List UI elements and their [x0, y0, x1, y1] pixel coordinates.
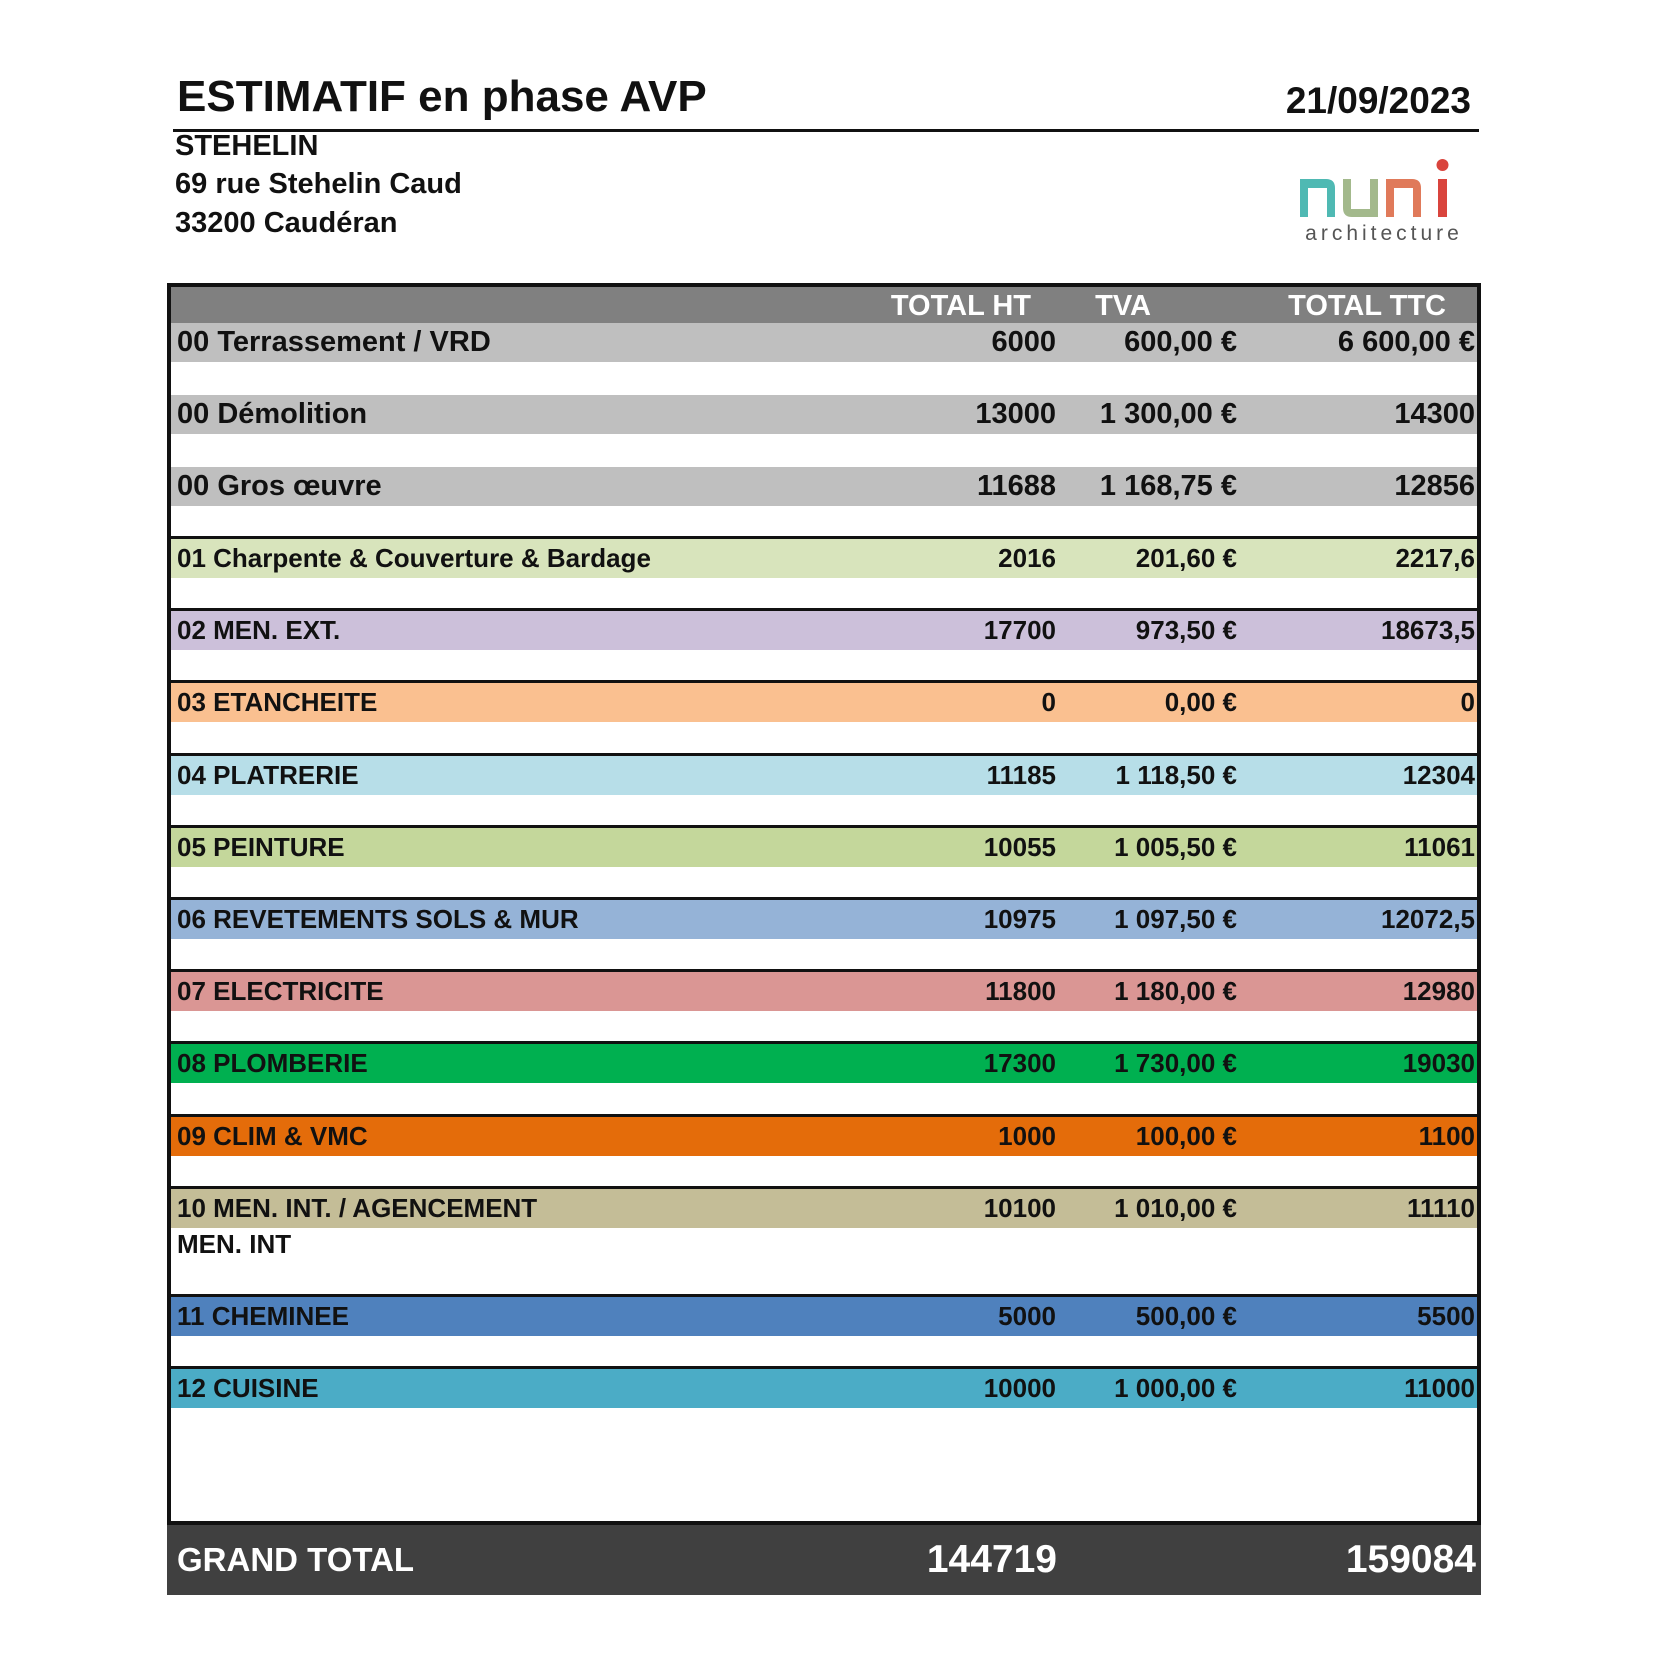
lot-tva: 201,60 € [1135, 543, 1237, 573]
column-header-total-ht: TOTAL HT [890, 290, 1031, 322]
lot-tva: 1 005,50 € [1114, 832, 1237, 862]
logo-tagline: architecture [1305, 222, 1463, 245]
lot-row [171, 753, 1477, 795]
lot-total-ttc: 0 [1460, 687, 1475, 717]
logo-letter-n [1386, 179, 1421, 217]
lot-total-ht: 5000 [998, 1301, 1056, 1331]
lot-label: 07 ELECTRICITE [177, 976, 384, 1006]
lot-total-ttc: 5500 [1417, 1301, 1475, 1331]
lot-tva: 0,00 € [1164, 687, 1237, 717]
lot-total-ttc: 19030 [1402, 1048, 1475, 1078]
lot-total-ttc: 2217,6 [1395, 543, 1475, 573]
logo-letter-i [1438, 179, 1447, 217]
lot-row [171, 969, 1477, 1011]
lot-total-ttc: 12980 [1402, 976, 1475, 1006]
column-header-total-ttc: TOTAL TTC [1288, 290, 1446, 322]
lot-label: 11 CHEMINEE [177, 1301, 349, 1331]
lot-row [171, 1186, 1477, 1228]
column-header-row [171, 287, 1477, 326]
lot-row [171, 1366, 1477, 1408]
lot-label: 00 Démolition [177, 398, 368, 430]
lot-label: 02 MEN. EXT. [177, 615, 341, 645]
lot-total-ht: 10975 [983, 904, 1056, 934]
column-header-tva: TVA [1095, 290, 1151, 322]
lot-label: 08 PLOMBERIE [177, 1048, 368, 1078]
lot-tva: 1 000,00 € [1114, 1373, 1237, 1403]
address-line: 69 rue Stehelin Caud [175, 168, 462, 200]
lot-total-ht: 11688 [976, 470, 1056, 502]
lot-row [171, 323, 1477, 362]
lot-row [171, 897, 1477, 939]
lot-row [171, 680, 1477, 722]
lot-tva: 1 300,00 € [1099, 398, 1237, 430]
lot-tva: 1 097,50 € [1114, 904, 1237, 934]
lot-total-ttc: 11110 [1407, 1193, 1475, 1223]
logo-letter-n [1300, 179, 1335, 217]
lot-total-ht: 11185 [986, 760, 1056, 790]
lot-tva: 1 730,00 € [1114, 1048, 1237, 1078]
lot-total-ttc: 11000 [1404, 1373, 1475, 1403]
lot-total-ttc: 12072,5 [1381, 904, 1475, 934]
lot-total-ht: 10000 [983, 1373, 1056, 1403]
lot-row [171, 395, 1477, 434]
lot-total-ht: 13000 [975, 398, 1056, 430]
grand-total-ht: 144719 [926, 1538, 1057, 1581]
lot-total-ht: 0 [1041, 687, 1056, 717]
lot-label: 09 CLIM & VMC [177, 1121, 368, 1151]
lot-total-ht: 6000 [991, 326, 1056, 358]
address-line: STEHELIN [175, 130, 319, 162]
lot-label: 05 PEINTURE [177, 832, 345, 862]
lot-row [171, 467, 1477, 506]
lot-total-ttc: 18673,5 [1381, 615, 1475, 645]
lot-row [171, 536, 1477, 578]
lot-label: 06 REVETEMENTS SOLS & MUR [177, 904, 579, 934]
lot-tva: 1 168,75 € [1099, 470, 1237, 502]
address-line: 33200 Caudéran [175, 207, 398, 239]
page-title: ESTIMATIF en phase AVP [177, 72, 707, 121]
lot-row [171, 825, 1477, 867]
lot-total-ttc: 11061 [1404, 832, 1475, 862]
grand-total-row [167, 1525, 1481, 1595]
lot-tva: 1 010,00 € [1114, 1193, 1237, 1223]
lot-total-ttc: 1100 [1418, 1121, 1475, 1151]
lot-total-ttc: 6 600,00 € [1337, 326, 1475, 358]
lot-total-ht: 17300 [983, 1048, 1056, 1078]
lot-label: 00 Terrassement / VRD [177, 326, 491, 358]
logo-letter-u [1343, 179, 1378, 217]
lot-total-ht: 10055 [983, 832, 1056, 862]
lot-row [171, 1041, 1477, 1083]
lot-tva: 100,00 € [1135, 1121, 1237, 1151]
lot-tva: 1 180,00 € [1114, 976, 1237, 1006]
lot-row [171, 1294, 1477, 1336]
grand-total-ttc: 159084 [1345, 1538, 1476, 1581]
lot-label: 04 PLATRERIE [177, 760, 359, 790]
lot-label: 12 CUISINE [177, 1373, 319, 1403]
grand-total-label: GRAND TOTAL [177, 1541, 415, 1578]
lot-label: 01 Charpente & Couverture & Bardage [177, 543, 651, 573]
lot-label: 00 Gros œuvre [177, 470, 382, 502]
lot-tva: 600,00 € [1124, 326, 1237, 358]
lot-tva: 500,00 € [1135, 1301, 1237, 1331]
lot-total-ttc: 12856 [1394, 470, 1475, 502]
lot-total-ht: 1000 [998, 1121, 1056, 1151]
lot-total-ttc: 14300 [1394, 398, 1475, 430]
lot-label: 03 ETANCHEITE [177, 687, 378, 717]
lot-total-ht: 17700 [983, 615, 1056, 645]
logo-letter-i-dot [1437, 159, 1449, 171]
lot-total-ht: 11800 [985, 976, 1056, 1006]
lot-total-ht: 2016 [998, 543, 1056, 573]
lot-tva: 1 118,50 € [1115, 760, 1237, 790]
estimate-table [167, 283, 1481, 1525]
header-divider [173, 129, 1479, 132]
lot-row [171, 1114, 1477, 1156]
lot-row [171, 608, 1477, 650]
lot-total-ttc: 12304 [1402, 760, 1475, 790]
lot-subnote: MEN. INT [177, 1229, 292, 1259]
lot-total-ht: 10100 [983, 1193, 1056, 1223]
lot-label: 10 MEN. INT. / AGENCEMENT [177, 1193, 538, 1223]
document-date: 21/09/2023 [1285, 80, 1471, 121]
lot-tva: 973,50 € [1135, 615, 1237, 645]
